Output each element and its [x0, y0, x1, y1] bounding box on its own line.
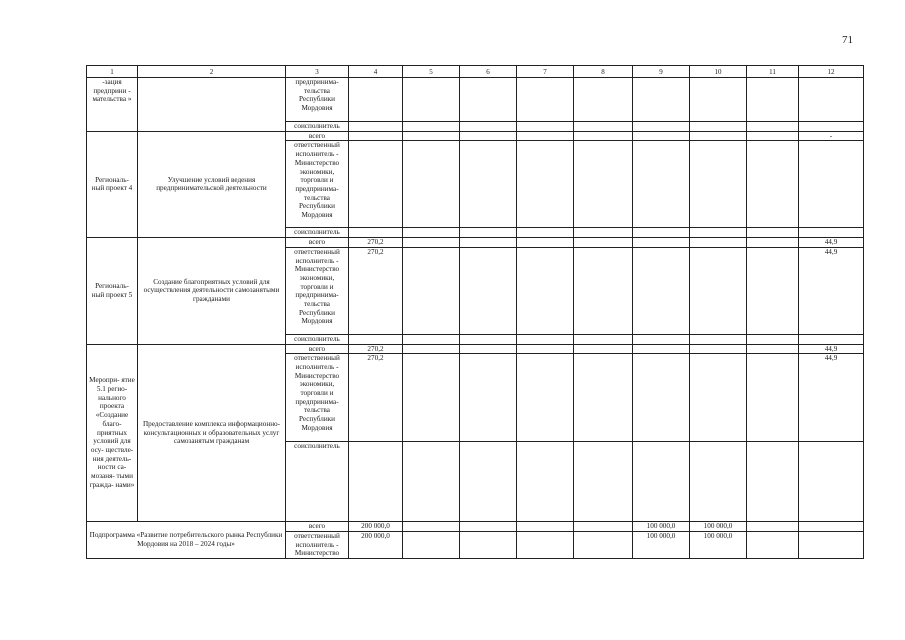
executor-cell: всего	[286, 344, 349, 354]
executor-cell: соисполнитель	[286, 442, 349, 522]
value-cell: 270,2	[349, 354, 403, 442]
value-cell: 100 000,0	[633, 531, 690, 558]
value-cell: 100 000,0	[690, 531, 747, 558]
activity-name-cell: Меропри- ятие 5.1 регио- нального проекта «Создание благо- приятных условий для осу- ществле- ния деятель- ности са- мозаня- тыми гражда- нами»	[87, 344, 138, 522]
value-cell: 200 000,0	[349, 531, 403, 558]
budget-table	[86, 65, 864, 559]
executor-cell: ответственный исполнитель - Министерство экономики, торговли и предпринима- тельства Республики Мордовия	[286, 354, 349, 442]
table-row	[87, 238, 864, 248]
value-cell: 270,2	[349, 238, 403, 248]
value-cell: 270,2	[349, 344, 403, 354]
table-row	[87, 522, 864, 532]
col-header: 5	[403, 66, 460, 78]
column-header-row	[87, 66, 864, 78]
table-row	[87, 78, 864, 122]
executor-cell: соисполнитель	[286, 334, 349, 344]
col-header: 4	[349, 66, 403, 78]
col-header: 2	[138, 66, 286, 78]
executor-cell: ответственный исполнитель - Министерство экономики, торговли и предпринима- тельства Республики Мордовия	[286, 247, 349, 334]
executor-cell: предпринима- тельства Республики Мордовия	[286, 78, 349, 122]
col-header: 7	[517, 66, 574, 78]
value-cell: 270,2	[349, 247, 403, 334]
value-cell: 44,9	[799, 247, 864, 334]
executor-cell: соисполнитель	[286, 228, 349, 238]
col-header: 1	[87, 66, 138, 78]
value-cell: 44,9	[799, 354, 864, 442]
activity-name-cell: -зация предприни - мательства »	[87, 78, 138, 132]
activity-description-cell: Улучшение условий ведения предпринимательской деятельности	[138, 131, 286, 237]
activity-name-cell: Региональ- ный проект 5	[87, 238, 138, 344]
executor-cell: ответственный исполнитель - Министерство	[286, 531, 349, 558]
executor-cell: ответственный исполнитель - Министерство экономики, торговли и предпринима- тельства Республики Мордовия	[286, 141, 349, 228]
col-header: 8	[574, 66, 633, 78]
col-header: 12	[799, 66, 864, 78]
value-cell: 44,9	[799, 344, 864, 354]
col-header: 6	[460, 66, 517, 78]
page-number: 71	[842, 34, 853, 46]
activity-name-cell: Региональ- ный проект 4	[87, 131, 138, 237]
value-cell: 100 000,0	[633, 522, 690, 532]
col-header: 11	[747, 66, 799, 78]
executor-cell: всего	[286, 238, 349, 248]
table-row	[87, 131, 864, 141]
col-header: 9	[633, 66, 690, 78]
col-header: 3	[286, 66, 349, 78]
table-row	[87, 344, 864, 354]
value-cell: 100 000,0	[690, 522, 747, 532]
executor-cell: всего	[286, 131, 349, 141]
col-header: 10	[690, 66, 747, 78]
activity-description-cell: Создание благоприятных условий для осуществления деятельности самозанятыми гражданами	[138, 238, 286, 344]
value-cell: -	[799, 131, 864, 141]
executor-cell: всего	[286, 522, 349, 532]
value-cell: 200 000,0	[349, 522, 403, 532]
activity-description-cell: Предоставление комплекса информационно-консультационных и образовательных услуг самозанятым гражданам	[138, 344, 286, 522]
subprogram-title-cell: Подпрограмма «Развитие потребительского рынка Республики Мордовия на 2018 – 2024 годы»	[87, 522, 286, 559]
value-cell: 44,9	[799, 238, 864, 248]
executor-cell: соисполнитель	[286, 122, 349, 132]
